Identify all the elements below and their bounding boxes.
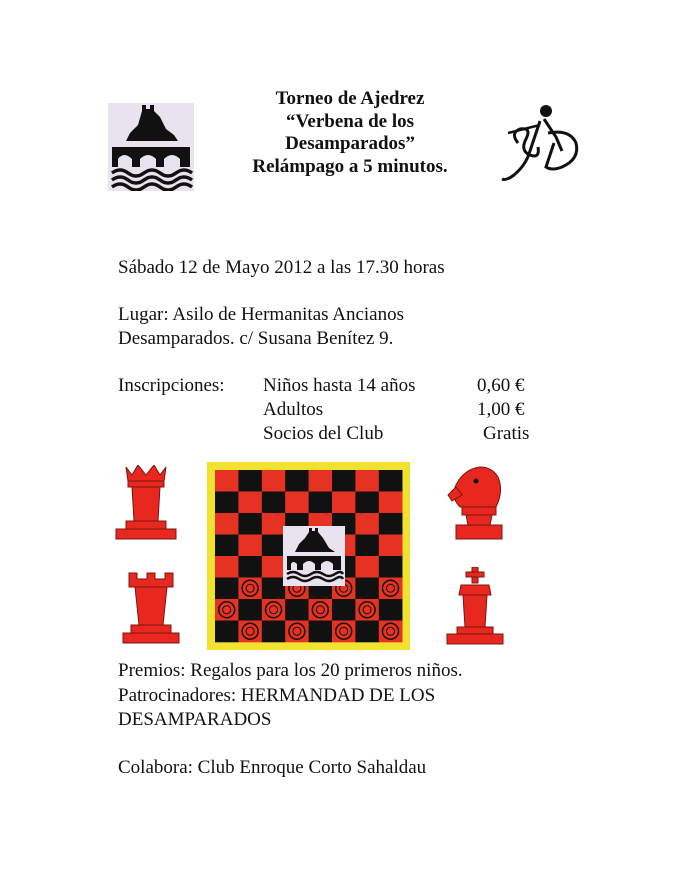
queen-icon xyxy=(114,465,178,541)
fee-category: Niños hasta 14 años xyxy=(263,375,416,396)
fee-category: Socios del Club xyxy=(263,423,384,444)
chessboard-image xyxy=(207,462,410,650)
rook-icon xyxy=(119,571,183,645)
title-line-3: Desamparados” xyxy=(285,133,415,154)
knight-icon xyxy=(446,463,510,541)
sd-athlete-logo-icon xyxy=(500,103,582,189)
tournament-title xyxy=(200,88,500,178)
collaborator-line: Colabora: Club Enroque Corto Sahaldau xyxy=(118,757,427,778)
fee-category: Adultos xyxy=(263,399,324,420)
fee-price: 1,00 € xyxy=(477,399,525,420)
fee-price: 0,60 € xyxy=(477,375,525,396)
title-line-2: “Verbena de los xyxy=(285,110,415,132)
location-line-2: Desamparados. c/ Susana Benítez 9. xyxy=(118,328,394,349)
date-time-line: Sábado 12 de Mayo 2012 a las 17.30 horas xyxy=(118,257,445,278)
registration-label: Inscripciones: xyxy=(118,375,225,396)
sponsors-line-2: DESAMPARADOS xyxy=(118,709,272,730)
title-line-1: Torneo de Ajedrez xyxy=(275,88,425,109)
title-line-4: Relámpago a 5 minutos. xyxy=(252,155,448,177)
location-line-1: Lugar: Asilo de Hermanitas Ancianos xyxy=(118,304,404,325)
castle-waves-logo-icon xyxy=(108,103,194,191)
king-icon xyxy=(443,567,507,645)
fee-price: Gratis xyxy=(483,423,530,444)
prizes-line: Premios: Regalos para los 20 primeros niños. xyxy=(118,660,463,681)
sponsors-line-1: Patrocinadores: HERMANDAD DE LOS xyxy=(118,685,436,706)
